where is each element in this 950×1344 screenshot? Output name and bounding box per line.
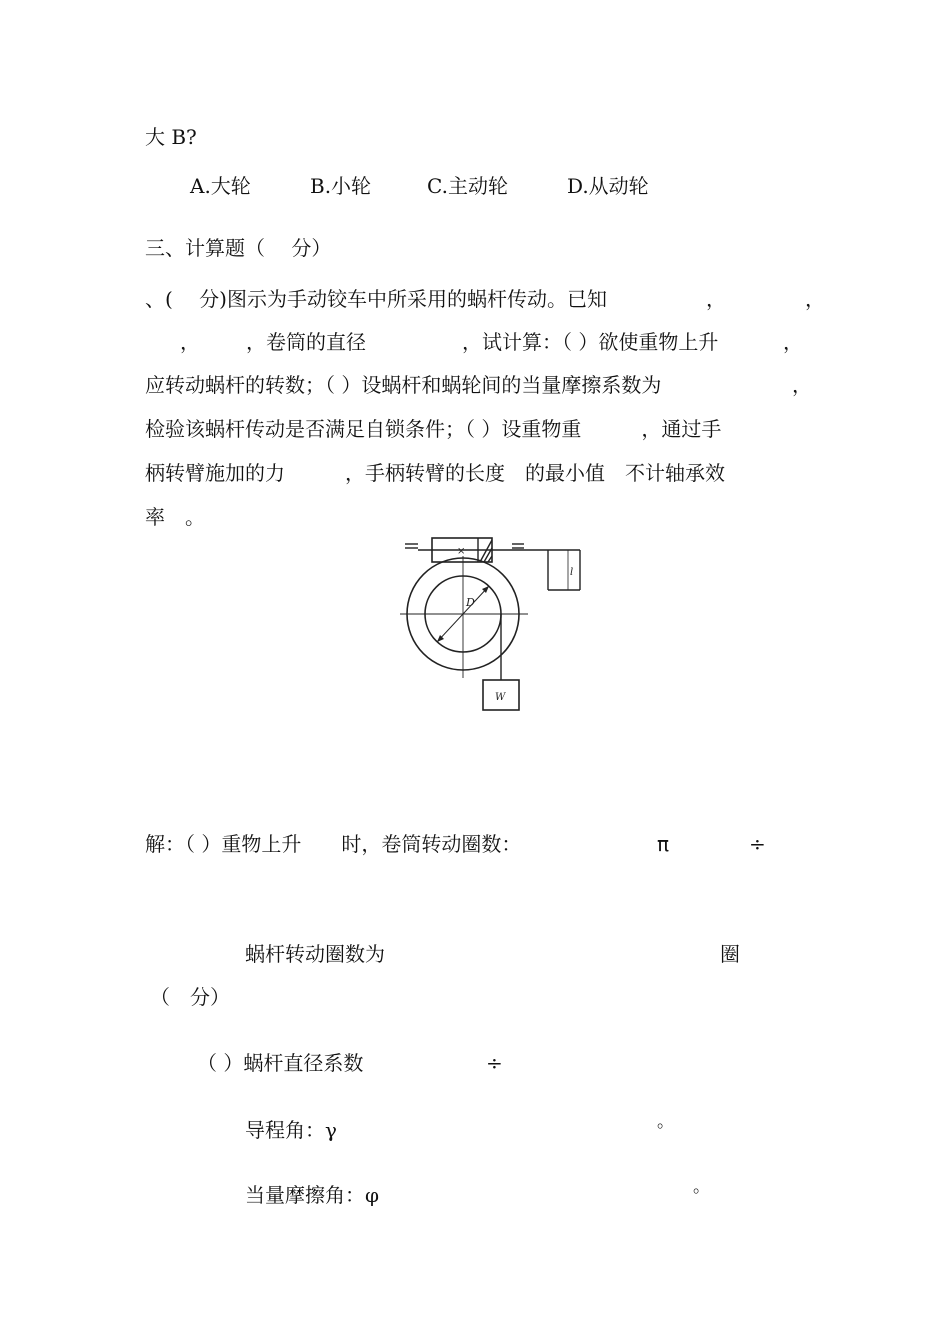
problem-line-3: 应转动蜗杆的转数；（ ）设蜗杆和蜗轮间的当量摩擦系数为 [145, 373, 662, 397]
solution-divide-2: ÷ [486, 1051, 503, 1075]
problem-line-2-calc: ，试计算：（ ）欲使重物上升 [462, 330, 719, 354]
option-b: B.小轮 [310, 174, 372, 198]
solution-score: （ 分） [150, 985, 230, 1009]
solution-line-6-degree: 。 [693, 1177, 710, 1197]
solution-line-2-unit: 圈 [720, 942, 740, 966]
solution-line-6: 当量摩擦角：φ [245, 1183, 380, 1207]
worm-winch-figure [400, 530, 600, 720]
option-d: D.从动轮 [567, 174, 649, 198]
question-tail: 大 B? [145, 125, 197, 149]
problem-line-6: 率 。 [145, 505, 205, 529]
problem-line-3-comma: ， [792, 373, 812, 397]
weight-label: W [495, 692, 506, 703]
problem-line-1-comma-2: ， [805, 287, 825, 311]
solution-line-5-degree: 。 [657, 1112, 674, 1132]
problem-line-2-comma: ， [180, 330, 200, 354]
solution-line-2: 蜗杆转动圈数为 [245, 942, 385, 966]
solution-line-5: 导程角：γ [245, 1118, 337, 1142]
arm-label: l [570, 567, 574, 578]
problem-line-1: 、( 分)图示为手动铰车中所采用的蜗杆传动。已知 [145, 287, 607, 311]
problem-line-1-comma-1: ， [706, 287, 726, 311]
solution-divide-1: ÷ [749, 832, 766, 856]
section-title: 三、计算题（ 分） [145, 236, 332, 260]
solution-line-4: （ ）蜗杆直径系数 [197, 1051, 364, 1075]
problem-line-2-comma-end: ， [783, 330, 803, 354]
option-a: A.大轮 [190, 174, 251, 198]
problem-line-2-diameter: ，卷筒的直径 [246, 330, 366, 354]
worm-mark: × [457, 546, 466, 557]
option-c: C.主动轮 [427, 174, 508, 198]
solution-pi: π [657, 832, 670, 856]
solution-line-1: 解：（ ）重物上升 时，卷筒转动圈数： [145, 832, 522, 856]
problem-line-4: 检验该蜗杆传动是否满足自锁条件；（ ）设重物重 ，通过手 [145, 417, 722, 441]
problem-line-5: 柄转臂施加的力 ，手柄转臂的长度 的最小值 不计轴承效 [145, 461, 725, 485]
diameter-label: D [466, 596, 475, 609]
